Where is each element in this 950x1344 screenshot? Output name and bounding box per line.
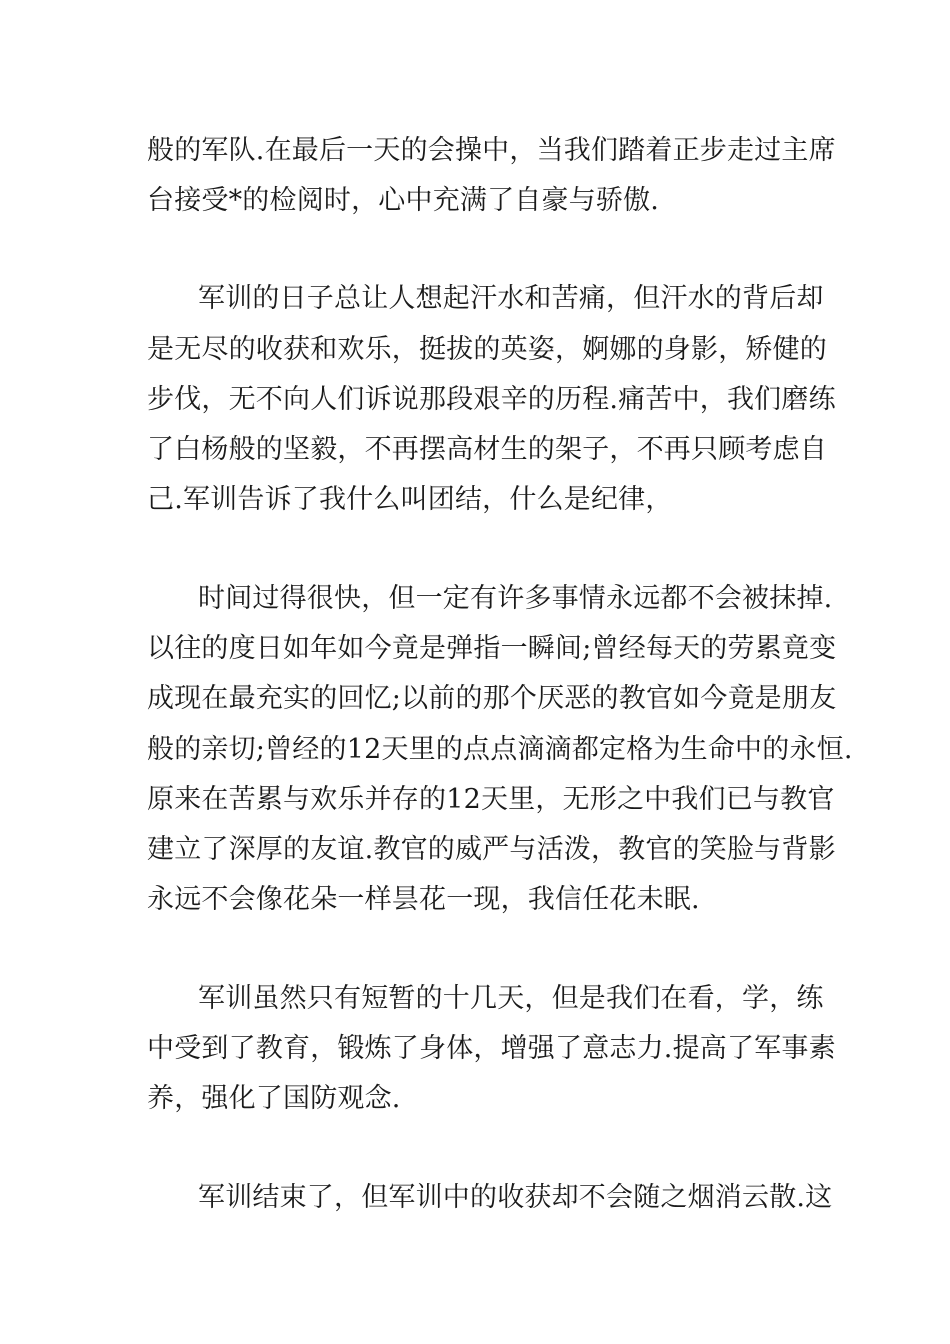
paragraph-2-line-4: 了白杨般的坚毅，不再摆高材生的架子，不再只顾考虑自 [147,434,827,465]
paragraph-2-line-1: 军训的日子总让人想起汗水和苦痛，但汗水的背后却 [198,283,824,314]
paragraph-5-line-1: 军训结束了，但军训中的收获却不会随之烟消云散.这 [198,1182,833,1213]
paragraph-3-line-5: 原来在苦累与欢乐并存的12天里，无形之中我们已与教官 [147,784,835,815]
paragraph-4-line-3: 养，强化了国防观念. [147,1083,401,1114]
paragraph-2-line-3: 步伐，无不向人们诉说那段艰辛的历程.痛苦中，我们磨练 [147,384,836,415]
paragraph-4-line-2: 中受到了教育，锻炼了身体，增强了意志力.提高了军事素 [147,1033,836,1064]
paragraph-2-line-5: 己.军训告诉了我什么叫团结，什么是纪律， [147,484,673,515]
paragraph-3-line-2: 以往的度日如年如今竟是弹指一瞬间;曾经每天的劳累竟变 [147,633,837,664]
paragraph-3-line-4: 般的亲切;曾经的12天里的点点滴滴都定格为生命中的永恒. [147,734,853,765]
paragraph-3-line-3: 成现在最充实的回忆;以前的那个厌恶的教官如今竟是朋友 [147,683,837,714]
paragraph-1-line-1: 般的军队.在最后一天的会操中，当我们踏着正步走过主席 [147,135,836,166]
paragraph-3-line-1: 时间过得很快，但一定有许多事情永远都不会被抹掉. [198,583,833,614]
paragraph-4-line-1: 军训虽然只有短暂的十几天，但是我们在看，学，练 [198,983,824,1014]
paragraph-3-line-6: 建立了深厚的友谊.教官的威严与活泼，教官的笑脸与背影 [147,834,836,865]
paragraph-2-line-2: 是无尽的收获和欢乐，挺拔的英姿，婀娜的身影，矫健的 [147,334,827,365]
paragraph-3-line-7: 永远不会像花朵一样昙花一现，我信任花未眠. [147,884,700,915]
paragraph-1-line-2: 台接受*的检阅时，心中充满了自豪与骄傲. [147,185,660,216]
